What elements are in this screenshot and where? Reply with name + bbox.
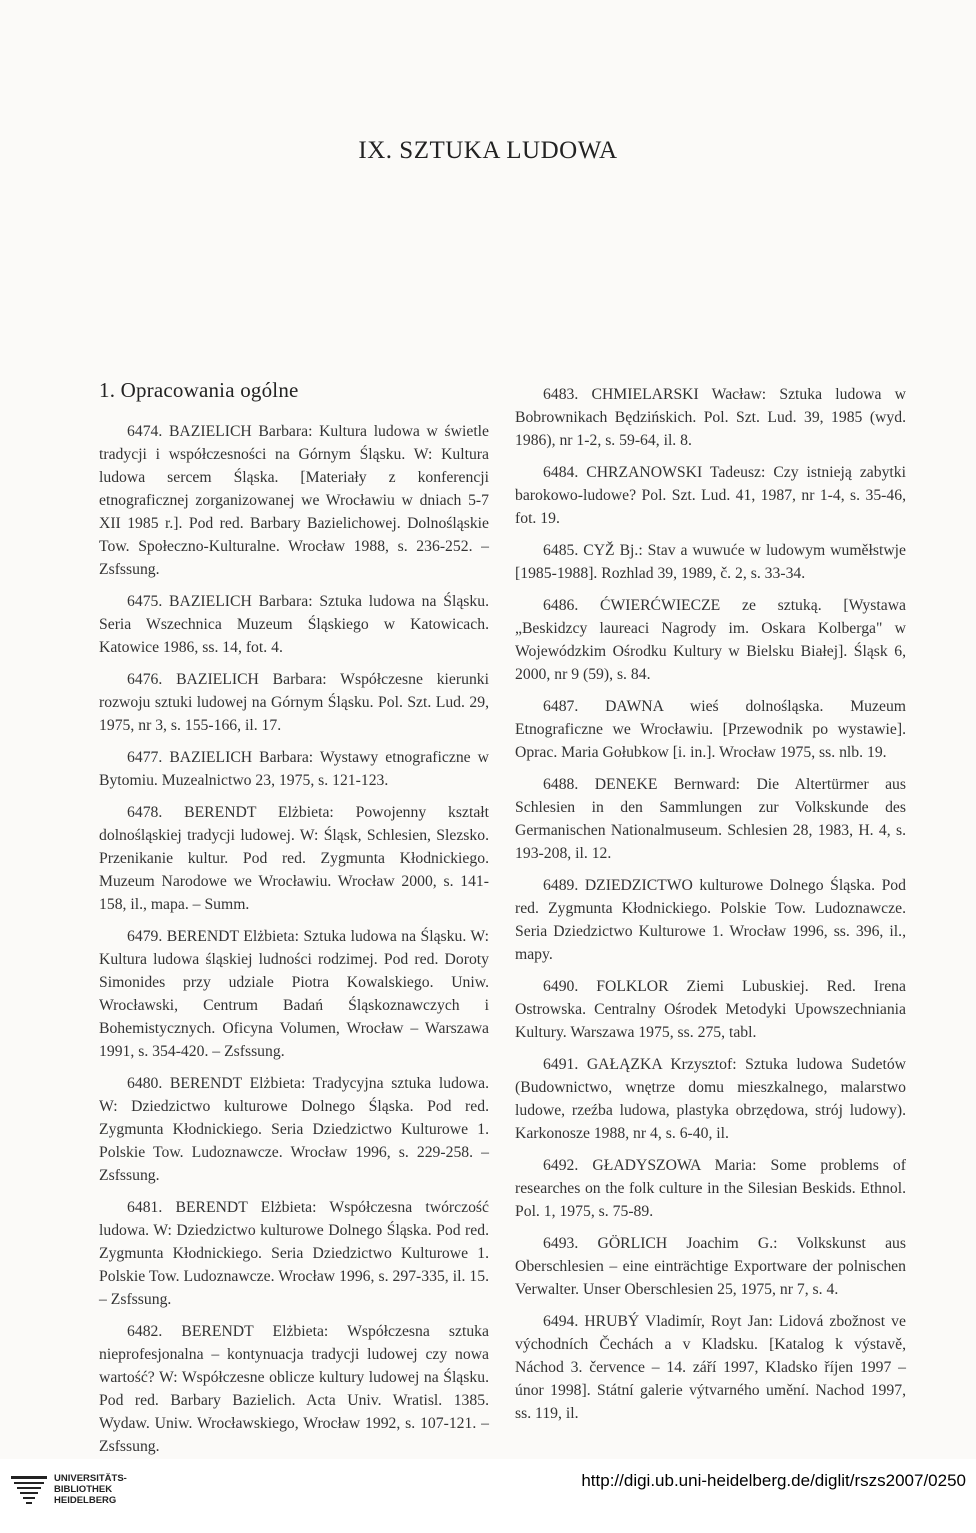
source-url[interactable]: http://digi.ub.uni-heidelberg.de/diglit/rszs2007/0250: [581, 1471, 966, 1490]
bibliography-entry: 6474. BAZIELICH Barbara: Kultura ludowa w świetle tradycji i współczesności na Górnym Śląsku. W: Kultura ludowa sercem Śląska. [Materiały z konferencji etnograficznej zorganizowanej we Wrocławiu w dniach 5-7 XII 1985 r.]. Pod red. Barbary Bazielichowej. Dolnośląskie Tow. Społeczno-Kulturalne. Wrocław 1988, s. 236-252. – Zsfssung.: [99, 423, 489, 578]
bibliography-entry: 6477. BAZIELICH Barbara: Wystawy etnograficzne w Bytomiu. Muzealnictwo 23, 1975, s. 121-123.: [99, 749, 489, 789]
section-heading: 1. Opracowania ogólne: [99, 378, 299, 402]
bibliography-entry: 6480. BERENDT Elżbieta: Tradycyjna sztuka ludowa. W: Dziedzictwo kulturowe Dolnego Śląska. Pod red. Zygmunta Kłodnickiego. Seria Dziedzictwo Kulturowe 1. Polskie Tow. Ludoznawcze. Wrocław 1996, s. 229-258. – Zsfssung.: [99, 1075, 489, 1184]
bibliography-entry: 6484. CHRZANOWSKI Tadeusz: Czy istnieją zabytki barokowo-ludowe? Pol. Szt. Lud. 41, 1987, nr 1-4, s. 35-46, fot. 19.: [515, 464, 906, 527]
bibliography-entry: 6481. BERENDT Elżbieta: Współczesna twórczość ludowa. W: Dziedzictwo kulturowe Dolnego Śląska. Pod red. Zygmunta Kłodnickiego. Seria Dziedzictwo Kulturowe 1. Polskie Tow. Ludoznawcze. Wrocław 1996, s. 297-335, il. 15. – Zsfssung.: [99, 1199, 489, 1308]
bibliography-entry: 6476. BAZIELICH Barbara: Współczesne kierunki rozwoju sztuki ludowej na Górnym Śląsku. Pol. Szt. Lud. 29, 1975, nr 3, s. 155-166, il. 17.: [99, 671, 489, 734]
bibliography-entry: 6475. BAZIELICH Barbara: Sztuka ludowa na Śląsku. Seria Wszechnica Muzeum Śląskiego w Katowicach. Katowice 1986, ss. 14, fot. 4.: [99, 593, 489, 656]
bibliography-entry: 6488. DENEKE Bernward: Die Altertürmer aus Schlesien in den Sammlungen zur Volkskunde des Germanischen Nationalmuseum. Schlesien 28, 1983, H. 4, s. 193-208, il. 12.: [515, 776, 906, 862]
bibliography-entry: 6489. DZIEDZICTWO kulturowe Dolnego Śląska. Pod red. Zygmunta Kłodnickiego. Polskie Tow. Ludoznawcze. Seria Dziedzictwo Kulturowe 1. Wrocław 1996, ss. 396, il., mapy.: [515, 877, 906, 963]
bibliography-entry: 6482. BERENDT Elżbieta: Współczesna sztuka nieprofesjonalna – kontynuacja tradycji ludowej czy nowa wartość? W: Współczesne oblicze kultury ludowej na Śląsku. Pod red. Barbary Bazielich. Acta Univ. Wratisl. 1385. Wydaw. Uniw. Wrocławskiego, Wrocław 1992, s. 107-121. – Zsfssung.: [99, 1323, 489, 1455]
right-column: [515, 383, 906, 1434]
bibliography-entry: 6479. BERENDT Elżbieta: Sztuka ludowa na Śląsku. W: Kultura ludowa śląskiej ludności rodzimej. Pod red. Doroty Simonides przy udziale Piotra Kowalskiego. Uniw. Wrocławski, Centrum Badań Śląskoznawczych i Bohemistycznych. Oficyna Volumen, Wrocław – Warszawa 1991, s. 354-420. – Zsfssung.: [99, 928, 489, 1060]
page-title: IX. SZTUKA LUDOWA: [358, 137, 618, 164]
bibliography-entry: 6486. ĆWIERĆWIECZE ze sztuką. [Wystawa „Beskidzcy laureaci Nagrody im. Oskara Kolberga" w Wojewódzkim Ośrodku Kultury w Bielsku Białej]. Śląsk 6, 2000, nr 9 (59), s. 84.: [515, 597, 906, 683]
bibliography-entry: 6492. GŁADYSZOWA Maria: Some problems of researches on the folk culture in the Silesian Beskids. Ethnol. Pol. 1, 1975, s. 75-89.: [515, 1157, 906, 1220]
bibliography-entry: 6491. GAŁĄZKA Krzysztof: Sztuka ludowa Sudetów (Budownictwo, wnętrze domu mieszkalnego, malarstwo ludowe, rzeźba ludowa, plastyka obrzędowa, strój ludowy). Karkonosze 1988, nr 4, s. 6-40, il.: [515, 1056, 906, 1142]
left-column: [99, 378, 489, 1467]
bibliography-entry: 6493. GÖRLICH Joachim G.: Volkskunst aus Oberschlesien – eine einträchtige Exportware der polnischen Verwalter. Unser Oberschlesien 25, 1975, nr 7, s. 4.: [515, 1235, 906, 1298]
bibliography-entry: 6490. FOLKLOR Ziemi Lubuskiej. Red. Irena Ostrowska. Centralny Ośrodek Metodyki Upowszechniania Kultury. Warszawa 1975, ss. 275, tabl.: [515, 978, 906, 1041]
bibliography-entry: 6485. CYŽ Bj.: Stav a wuwuće w ludowym wuměłstwje [1985-1988]. Rozhlad 39, 1989, č. 2, s. 33-34.: [515, 542, 906, 582]
bibliography-entry: 6478. BERENDT Elżbieta: Powojenny kształt dolnośląskiej tradycji ludowej. W: Śląsk, Schlesien, Slezsko. Przenikanie kultur. Pod red. Zygmunta Kłodnickiego. Muzeum Narodowe we Wrocławiu. Wrocław 2000, s. 141-158, il., mapa. – Summ.: [99, 804, 489, 913]
bibliography-entry: 6487. DAWNA wieś dolnośląska. Muzeum Etnograficzne we Wrocławiu. [Przewodnik po wystawie]. Oprac. Maria Gołubkow [i. in.]. Wrocław 1975, ss. nlb. 19.: [515, 698, 906, 761]
library-name: UNIVERSITÄTS- BIBLIOTHEK HEIDELBERG: [54, 1473, 127, 1506]
bibliography-entry: 6483. CHMIELARSKI Wacław: Sztuka ludowa w Bobrownikach Będzińskich. Pol. Szt. Lud. 39, 1985 (wyd. 1986), nr 1-2, s. 59-64, il. 8.: [515, 386, 906, 449]
bibliography-entry: 6494. HRUBÝ Vladimír, Royt Jan: Lidová zbožnost ve východních Čechách a v Kladsku. [Katalog k výstavě, Náchod 3. července – 14. září 1997, Kladsko říjen 1997 – únor 1998]. Státní galerie výtvarného umění. Nachod 1997, ss. 119, il.: [515, 1313, 906, 1422]
